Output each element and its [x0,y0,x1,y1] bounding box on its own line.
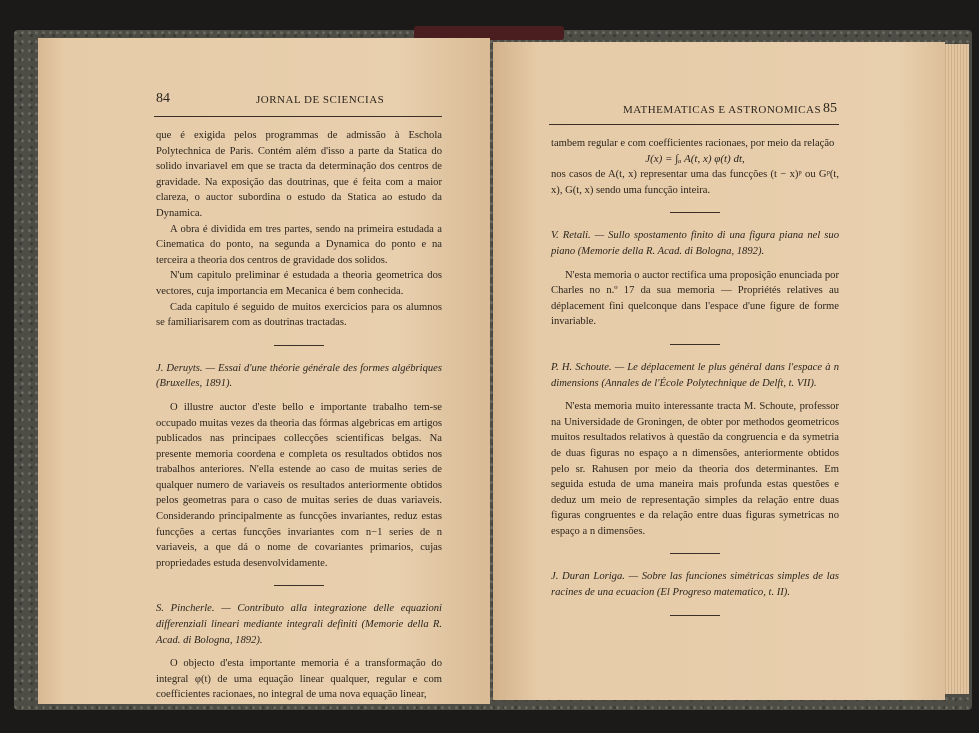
page-number: 84 [156,91,170,106]
bibliographic-reference: S. Pincherle. — Contributo alla integrazione delle equazioni differenziali lineari mediante integrali definiti (Memorie della R. Acad. di Bologna, 1892). [156,603,442,646]
integral-formula: J(x) = ∫ₐ A(t, x) φ(t) dt, [645,152,745,165]
page-body [156,128,442,703]
bibliographic-reference: V. Retali. — Sullo spostamento finito di una figura piana nel suo piano (Memorie della R. Acad. di Bologna, 1892). [551,230,839,257]
running-head: MATHEMATICAS E ASTRONOMICAS [623,104,822,116]
page-number: 85 [823,101,837,116]
paragraph: tambem regular e com coefficientes racionaes, por meio da relação [551,138,835,149]
section-divider [274,585,324,586]
header-rule [549,124,839,125]
paragraph: O objecto d'esta importante memoria é a transformação do integral φ(t) de uma equação linear qualquer, regular e com coefficientes racionaes, no integral de uma nova equação linear, [156,658,442,701]
bibliographic-reference: J. Deruyts. — Essai d'une théorie générale des formes algébriques (Bruxelles, 1891). [156,362,442,390]
section-divider [670,344,720,345]
page-body [551,136,839,631]
paragraph: N'esta memoria o auctor rectifica uma proposição enunciada por Charles no n.º 17 da sua memoria — Propriétés relatives au déplacement fini quelconque dans l'espace d'une figure de forme invariable. [551,269,839,328]
section-divider [670,212,720,213]
paragraph: A obra é dividida em tres partes, sendo na primeira estudada a Cinematica do ponto, na segunda a Dynamica do ponto e na terceira a theoria dos centros de gravidade dos solidos. [156,223,442,266]
paragraph: N'esta memoria muito interessante tracta M. Schoute, professor na Universidade de Groningen, de obter por methodos geometricos muitos resultados relativos à questão da congruencia e da symetria de duas figuras no espaço a n dimensões, anteriormente obtidos pelo sr. Rahusen por meio da theoria dos determinantes. Em seguida estuda de uma maneira mais profunda estas questões e deduz um meio de representação simples da relação entre duas figuras congruentes e da relação entre duas figuras symetricas no espaço a n dimensões. [551,401,839,537]
paragraph: nos casos de A(t, x) representar uma das funcções (t − x)ᵖ ou Gᵖ(t, x), G(t, x) sendo uma funcção inteira. [551,169,839,196]
bibliographic-reference: P. H. Schoute. — Le déplacement le plus général dans l'espace à n dimensions (Annales de l'École Polytechnique de Delft, t. VII). [551,361,839,389]
running-head: JORNAL DE SCIENCIAS [256,94,385,106]
paragraph: O illustre auctor d'este bello e importante trabalho tem-se occupado muitas vezes da theoria das fórmas algebricas em artigos publicados nas principaes collecções scientificas belgas. Na presente memoria coordena e completa os resultados obtidos nos trabalhos anteriores. N'ella estende ao caso de muitas series de qualquer numero de variaveis os resultados anteriormente obtidos pelos geometras para o caso de muitas series de duas variaveis. Considerando principalmente as funcções invariantes, reduz estas funcções a certas funcções invariantes com n−1 series de n variaveis, a que dá o nome de covariantes primarios, cujas propriedades estuda desenvolvidamente. [156,401,442,569]
section-divider [274,345,324,346]
paragraph: Cada capitulo é seguido de muitos exercicios para os alumnos se familiarisarem com as doutrinas tractadas. [156,301,442,329]
page-edges [945,44,969,694]
section-divider [670,553,720,554]
left-page [38,38,490,704]
bibliographic-reference: J. Duran Loriga. — Sobre las funciones simétricas simples de las racines de una ecuacion (El Progreso matematico, t. II). [551,571,839,599]
paragraph: N'um capitulo preliminar é estudada a theoria geometrica dos vectores, cuja importancia em Mecanica é bem conhecida. [156,270,442,297]
right-page [493,42,945,700]
section-divider [670,615,720,616]
header-rule [154,116,442,117]
paragraph: que é exigida pelos programmas de admissão à Eschola Polytechnica de Paris. Contém além d'isso a parte da Statica do solido invariavel em que se tracta da determinação dos centros de gravidade. Na exposição das doutrinas, que é feita com a maior clareza, o auctor subordina o estudo da Statica ao estudo da Dynamica. [156,130,442,219]
